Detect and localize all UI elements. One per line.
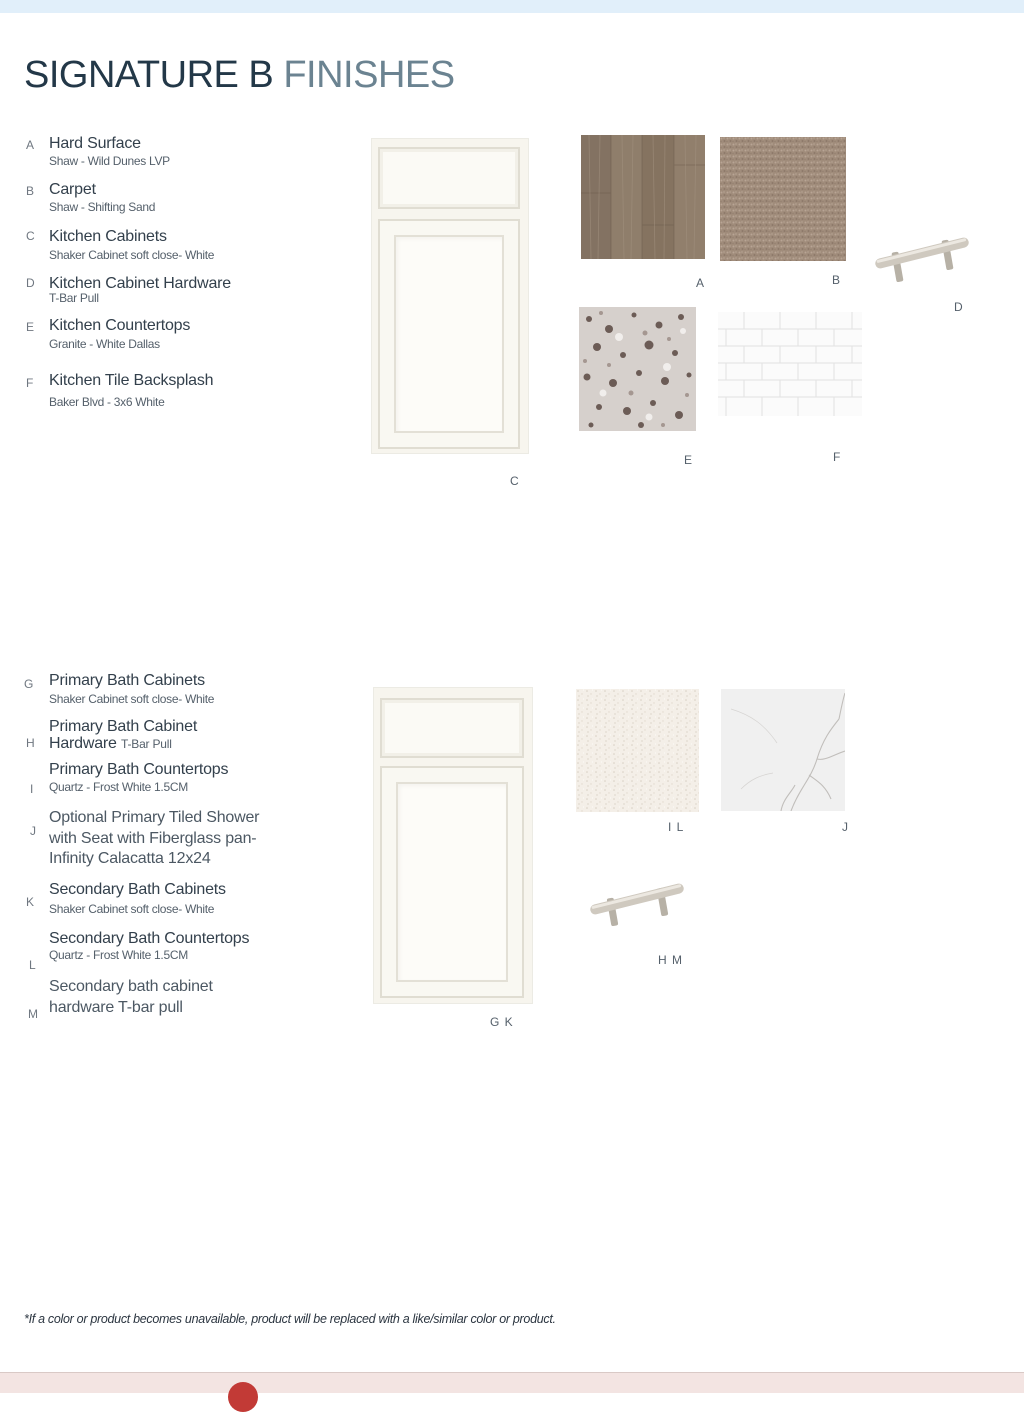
swatch-label-d: D [954,300,964,314]
red-circle-icon [228,1382,258,1412]
item-sub: Shaw - Shifting Sand [49,200,156,214]
item-sub: Baker Blvd - 3x6 White [49,395,165,409]
swatch-label-a: A [696,276,706,290]
item-name-line3: Infinity Calacatta 12x24 [49,850,211,867]
item-name: Primary Bath Countertops [49,761,229,778]
cabinet-door-frame [378,219,520,449]
item-name: Secondary Bath Countertops [49,930,250,947]
item-letter: D [26,276,35,290]
swatch-label-b: B [832,273,842,287]
item-name: Kitchen Countertops [49,317,191,334]
item-name-line2 [49,735,172,753]
item-letter: L [29,958,36,972]
item-name: Carpet [49,181,96,198]
swatch-label-c: C [510,474,520,488]
item-letter: H [26,736,35,750]
hard-surface-lvp-swatch [581,135,705,259]
item-sub: T-Bar Pull [121,737,172,751]
item-letter: J [30,824,36,838]
item-letter: I [30,782,34,796]
carpet-swatch [720,137,846,261]
item-sub: T-Bar Pull [49,291,99,305]
kitchen-cabinet-door-swatch [372,139,528,453]
swatch-label-j: J [842,820,849,834]
t-bar-pull-icon [870,230,974,286]
granite-countertop-swatch [579,307,696,431]
item-sub: Shaw - Wild Dunes LVP [49,154,170,168]
item-name-line1: Optional Primary Tiled Shower [49,809,260,826]
item-sub: Shaker Cabinet soft close- White [49,902,215,916]
calacatta-tile-swatch [721,689,845,811]
subway-tile-backsplash-swatch [718,312,862,416]
swatch-label-f: F [833,450,842,464]
item-sub: Quartz - Frost White 1.5CM [49,780,188,794]
title-part-2: FINISHES [283,54,455,96]
cabinet-door-panel [394,235,504,433]
bath-t-bar-pull-icon [585,874,689,930]
quartz-frost-white-swatch [576,689,699,812]
item-letter: G [24,677,34,691]
item-letter: A [26,138,35,152]
item-sub: Quartz - Frost White 1.5CM [49,948,188,962]
item-letter: M [28,1007,38,1021]
item-sub: Shaker Cabinet soft close- White [49,692,215,706]
item-name: Kitchen Cabinet Hardware [49,275,231,292]
swatch-label-il: I L [668,820,685,834]
page-title [24,54,455,97]
item-sub: Shaker Cabinet soft close- White [49,248,215,262]
item-name: Secondary Bath Cabinets [49,881,226,898]
item-name: Kitchen Tile Backsplash [49,372,214,389]
item-letter: F [26,376,34,390]
item-name: Primary Bath Cabinets [49,672,205,689]
cabinet-drawer-front [380,698,524,758]
footnote: *If a color or product becomes unavailable, product will be replaced with a like/similar color or product. [24,1312,556,1326]
item-name-line1: Primary Bath Cabinet [49,718,198,735]
item-letter: B [26,184,35,198]
bath-cabinet-door-swatch [374,688,532,1003]
bottom-bar [0,1372,1024,1393]
swatch-label-hm: H M [658,953,683,967]
cabinet-door-panel [396,782,508,982]
top-bar [0,0,1024,13]
item-letter: E [26,320,35,334]
cabinet-drawer-front [378,147,520,209]
item-name: Hard Surface [49,135,141,152]
item-name-part: Hardware [49,735,117,752]
item-name-line2: with Seat with Fiberglass pan- [49,829,257,847]
swatch-label-e: E [684,453,694,467]
item-name-line1: Secondary bath cabinet [49,978,213,995]
item-name-line2: hardware T-bar pull [49,998,183,1016]
item-sub: Granite - White Dallas [49,337,160,351]
swatch-label-gk: G K [490,1015,514,1029]
item-letter: K [26,895,35,909]
item-letter: C [26,229,35,243]
cabinet-door-frame [380,766,524,998]
item-name: Kitchen Cabinets [49,228,167,245]
title-part-1: SIGNATURE B [24,54,274,96]
